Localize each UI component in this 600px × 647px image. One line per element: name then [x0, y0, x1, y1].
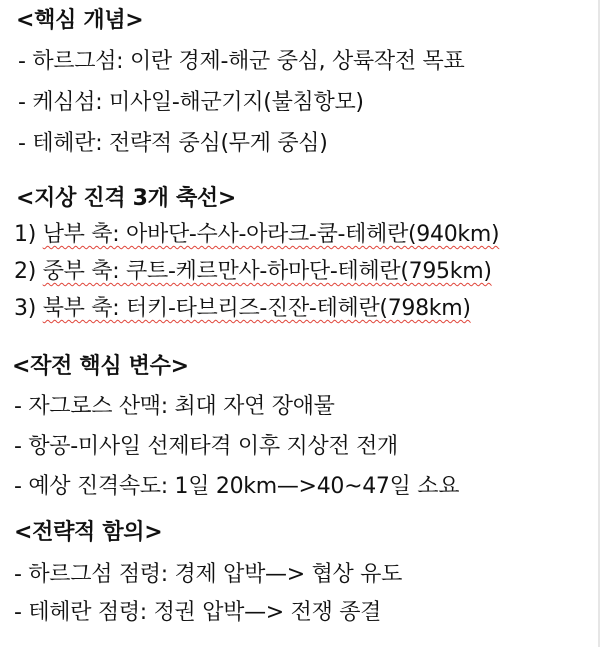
- list-item: [14, 392, 335, 422]
- list-item: [18, 47, 464, 77]
- list-item: [14, 432, 398, 462]
- bullet: -: [18, 131, 33, 156]
- list-number: 2): [14, 259, 43, 284]
- list-item-text: 하르그섬: 이란 경제-해군 중심, 상륙작전 목표: [32, 49, 465, 74]
- list-item-text: 북부 축: 터키-타브리즈-진잔-테헤란(798km): [42, 296, 471, 321]
- bullet: -: [14, 562, 29, 587]
- list-number: 1): [14, 222, 43, 247]
- list-item-text: 예상 진격속도: 1일 20km—>40~47일 소요: [28, 474, 460, 499]
- bullet: -: [14, 434, 29, 459]
- list-item-text: 남부 축: 아바단-수사-아라크-쿰-테헤란(940km): [42, 222, 500, 247]
- list-item: [14, 294, 471, 324]
- list-item-text: 하르그섬 점령: 경제 압박—> 협상 유도: [28, 562, 403, 587]
- list-item: [14, 257, 492, 287]
- list-item: [14, 472, 459, 502]
- list-item: [14, 598, 381, 628]
- list-item: [14, 220, 499, 250]
- section-heading-ground-axes: <지상 진격 3개 축선>: [16, 186, 237, 211]
- list-item-text: 항공-미사일 선제타격 이후 지상전 전개: [28, 434, 398, 459]
- list-item-text: 케심섬: 미사일-해군기지(불침항모): [32, 90, 364, 115]
- list-item: [14, 560, 402, 590]
- list-item-text: 테헤란: 전략적 중심(무게 중심): [32, 131, 328, 156]
- bullet: -: [14, 600, 29, 625]
- list-item: [18, 129, 328, 159]
- bullet: -: [18, 90, 33, 115]
- bullet: -: [18, 49, 33, 74]
- list-item-text: 자그로스 산맥: 최대 자연 장애물: [28, 394, 335, 419]
- list-item-text: 테헤란 점령: 정권 압박—> 전쟁 종결: [28, 600, 382, 625]
- bullet: -: [14, 474, 29, 499]
- list-item-text: 중부 축: 쿠트-케르만사-하마단-테헤란(795km): [42, 259, 492, 284]
- section-heading-core-concepts: <핵심 개념>: [16, 8, 144, 33]
- list-item: [18, 88, 364, 118]
- list-number: 3): [14, 296, 43, 321]
- section-heading-key-variables: <작전 핵심 변수>: [12, 354, 189, 379]
- section-heading-strategic-implications: <전략적 함의>: [14, 520, 163, 545]
- bullet: -: [14, 394, 29, 419]
